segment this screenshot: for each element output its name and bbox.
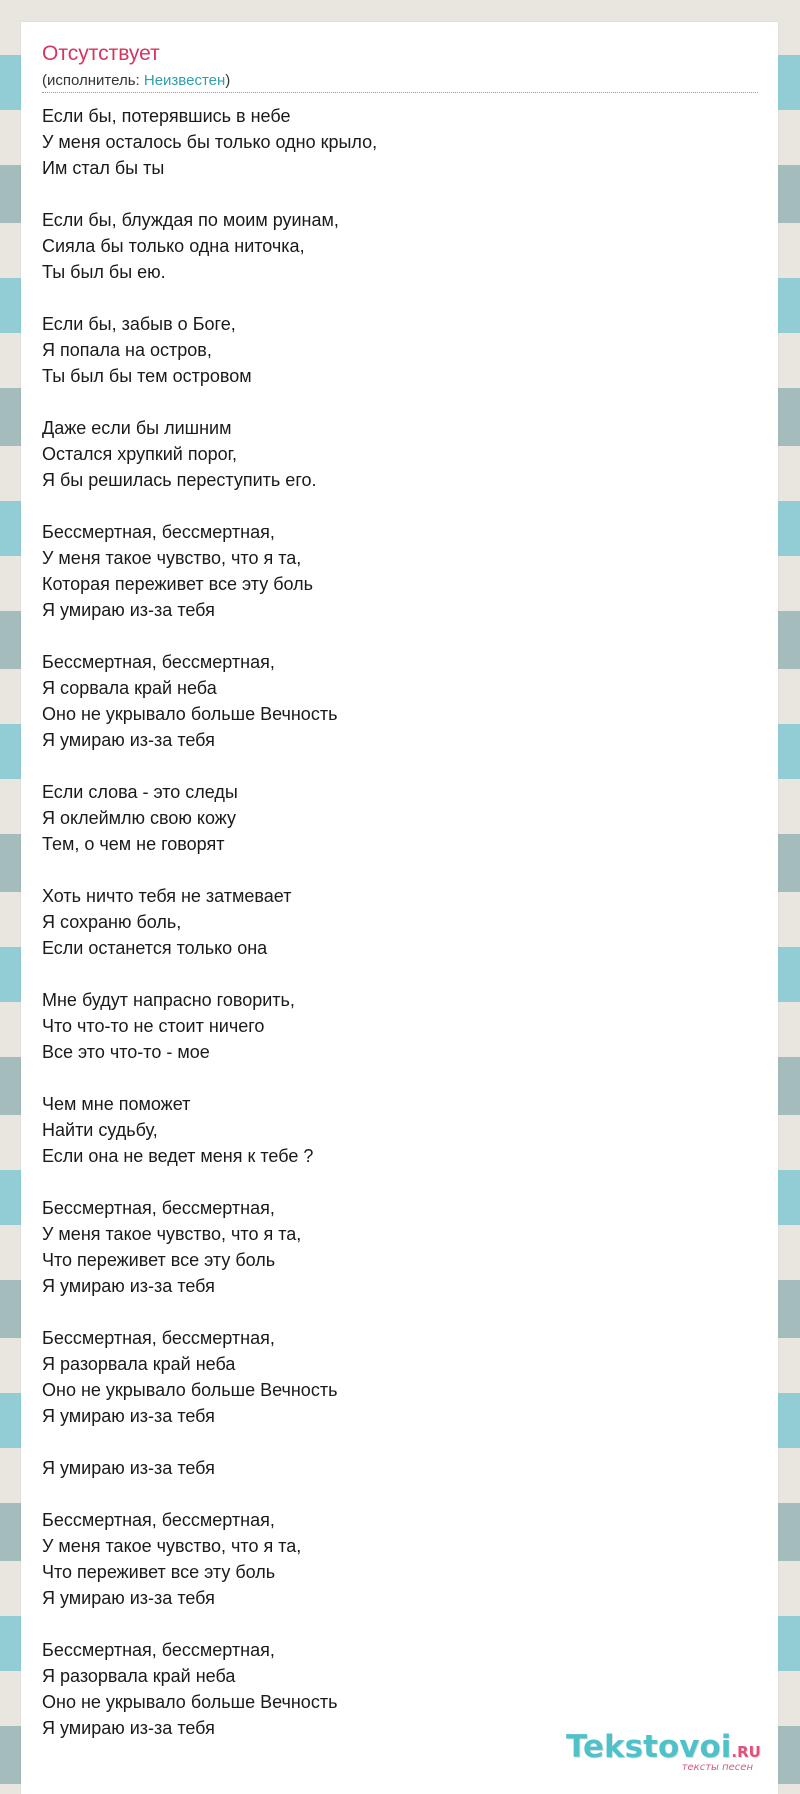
lyric-line: Что переживет все эту боль xyxy=(42,1250,276,1270)
logo-word: Tekstovoi xyxy=(566,1729,732,1765)
stanza xyxy=(42,519,732,623)
lyric-line: Я попала на остров, xyxy=(42,340,212,360)
lyric-line: Оно не укрывало больше Вечность xyxy=(42,1692,338,1712)
lyric-line: Я умираю из-за тебя xyxy=(42,1718,215,1738)
site-logo[interactable] xyxy=(566,1729,771,1785)
lyric-line: Я умираю из-за тебя xyxy=(42,1406,215,1426)
lyric-line: Я умираю из-за тебя xyxy=(42,1458,215,1478)
song-title: Отсутствует xyxy=(42,42,160,65)
lyric-line: Я бы решилась переступить его. xyxy=(42,470,317,490)
lyric-line: Я сорвала край неба xyxy=(42,678,217,698)
lyric-line: Найти судьбу, xyxy=(42,1120,158,1140)
stanza xyxy=(42,987,732,1065)
stanza xyxy=(42,207,732,285)
lyric-line: Если бы, потерявшись в небе xyxy=(42,106,291,126)
stanza xyxy=(42,779,732,857)
lyric-line: Я умираю из-за тебя xyxy=(42,1588,215,1608)
lyric-line: Им стал бы ты xyxy=(42,158,165,178)
stanza xyxy=(42,1091,732,1169)
lyric-line: Оно не укрывало больше Вечность xyxy=(42,704,338,724)
logo-tld: .RU xyxy=(731,1743,761,1761)
stanza xyxy=(42,883,732,961)
stanza xyxy=(42,311,732,389)
stanza xyxy=(42,103,732,181)
lyric-line: Если останется только она xyxy=(42,938,268,958)
lyric-line: Тем, о чем не говорят xyxy=(42,834,225,854)
lyric-line: Если слова - это следы xyxy=(42,782,238,802)
lyric-line: Я разорвала край неба xyxy=(42,1666,236,1686)
lyric-line: Если она не ведет меня к тебе ? xyxy=(42,1146,314,1166)
performer-prefix: (исполнитель: xyxy=(42,72,144,89)
title-divider xyxy=(42,92,758,93)
lyrics-card xyxy=(21,22,778,1794)
lyric-line: Я оклеймлю свою кожу xyxy=(42,808,237,828)
lyric-line: Чем мне поможет xyxy=(42,1094,191,1114)
lyric-line: Бессмертная, бессмертная, xyxy=(42,652,275,672)
lyric-line: У меня такое чувство, что я та, xyxy=(42,548,302,568)
lyric-line: Бессмертная, бессмертная, xyxy=(42,1328,275,1348)
lyric-line: У меня такое чувство, что я та, xyxy=(42,1224,302,1244)
lyric-line: Бессмертная, бессмертная, xyxy=(42,1198,275,1218)
lyric-line: Я умираю из-за тебя xyxy=(42,1276,215,1296)
logo-tagline: тексты песен xyxy=(681,1762,753,1773)
lyric-line: Если бы, забыв о Боге, xyxy=(42,314,236,334)
lyric-line: Я умираю из-за тебя xyxy=(42,600,215,620)
lyric-line: Что переживет все эту боль xyxy=(42,1562,276,1582)
lyric-line: Бессмертная, бессмертная, xyxy=(42,1510,275,1530)
lyric-line: Я сохраню боль, xyxy=(42,912,182,932)
artist-link[interactable]: Неизвестен xyxy=(143,72,226,89)
lyric-line: Бессмертная, бессмертная, xyxy=(42,1640,275,1660)
stanza xyxy=(42,1455,732,1481)
performer-line xyxy=(42,72,230,90)
lyric-line: У меня осталось бы только одно крыло, xyxy=(42,132,378,152)
lyric-line: Ты был бы тем островом xyxy=(42,366,252,386)
lyric-line: Которая переживет все эту боль xyxy=(42,574,314,594)
lyric-line: Сияла бы только одна ниточка, xyxy=(42,236,305,256)
lyric-line: Бессмертная, бессмертная, xyxy=(42,522,275,542)
stanza xyxy=(42,415,732,493)
lyric-line: Что что-то не стоит ничего xyxy=(42,1016,265,1036)
lyric-line: Я умираю из-за тебя xyxy=(42,730,215,750)
performer-suffix: ) xyxy=(225,72,231,89)
stanza xyxy=(42,1325,732,1429)
lyrics-text xyxy=(42,103,732,1767)
stanza xyxy=(42,1507,732,1611)
lyric-line: Все это что-то - мое xyxy=(42,1042,210,1062)
lyric-line: Хоть ничто тебя не затмевает xyxy=(42,886,292,906)
lyric-line: У меня такое чувство, что я та, xyxy=(42,1536,302,1556)
stanza xyxy=(42,1195,732,1299)
lyric-line: Остался хрупкий порог, xyxy=(42,444,237,464)
lyric-line: Оно не укрывало больше Вечность xyxy=(42,1380,338,1400)
lyric-line: Если бы, блуждая по моим руинам, xyxy=(42,210,339,230)
stanza xyxy=(42,1637,732,1741)
stanza xyxy=(42,649,732,753)
lyric-line: Я разорвала край неба xyxy=(42,1354,236,1374)
lyric-line: Ты был бы ею. xyxy=(42,262,166,282)
lyric-line: Мне будут напрасно говорить, xyxy=(42,990,295,1010)
lyric-line: Даже если бы лишним xyxy=(42,418,232,438)
